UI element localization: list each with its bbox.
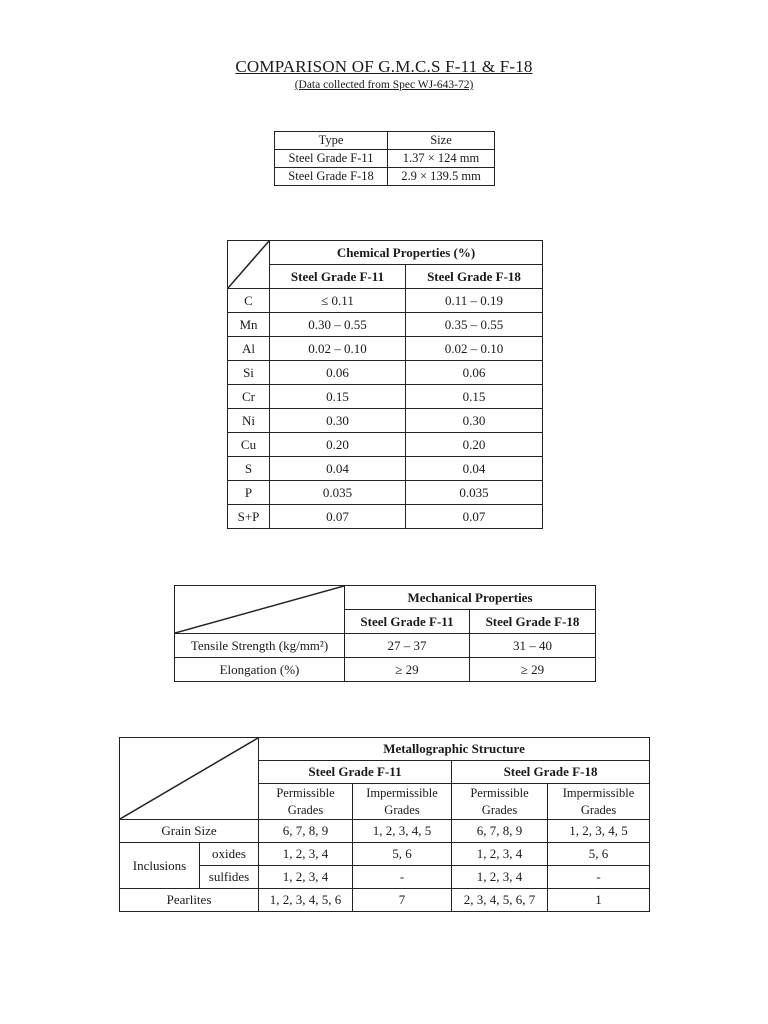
f11-value-cell: ≥ 29 [345, 658, 470, 682]
value-cell: 2, 3, 4, 5, 6, 7 [452, 889, 548, 912]
value-cell: 1, 2, 3, 4, 5 [548, 820, 650, 843]
f11-value-cell: 0.15 [270, 385, 406, 409]
mechanical-col-f11: Steel Grade F-11 [345, 610, 470, 634]
chemical-col-f18: Steel Grade F-18 [406, 265, 543, 289]
element-cell: Cr [228, 385, 270, 409]
f18-value-cell: 0.04 [406, 457, 543, 481]
value-cell: 5, 6 [353, 843, 452, 866]
table-row [228, 313, 543, 337]
table-row [228, 409, 543, 433]
f18-value-cell: 0.15 [406, 385, 543, 409]
element-cell: C [228, 289, 270, 313]
value-cell: 1, 2, 3, 4 [259, 866, 353, 889]
size-value-cell: 2.9 × 139.5 mm [388, 168, 495, 186]
value-cell: 1, 2, 3, 4 [259, 843, 353, 866]
table-row [275, 168, 495, 186]
table-row [228, 337, 543, 361]
f18-value-cell: 0.30 [406, 409, 543, 433]
size-type-cell: Steel Grade F-18 [275, 168, 388, 186]
element-cell: S [228, 457, 270, 481]
f11-value-cell: 0.30 [270, 409, 406, 433]
f11-value-cell: 0.30 – 0.55 [270, 313, 406, 337]
value-cell: 5, 6 [548, 843, 650, 866]
size-table [274, 131, 495, 186]
chemical-properties-table [227, 240, 543, 529]
f11-value-cell: 0.06 [270, 361, 406, 385]
f11-impermissible-header: Impermissible Grades [353, 784, 452, 820]
table-row [120, 820, 650, 843]
diagonal-corner-cell [120, 738, 259, 820]
property-label-cell: Elongation (%) [175, 658, 345, 682]
f11-permissible-header: Permissible Grades [259, 784, 353, 820]
inclusions-label: Inclusions [120, 843, 200, 889]
f11-value-cell: ≤ 0.11 [270, 289, 406, 313]
size-table-header-type: Type [275, 132, 388, 150]
table-row [175, 658, 596, 682]
chemical-rows [228, 289, 543, 529]
table-row [228, 457, 543, 481]
mechanical-group-header: Mechanical Properties [345, 586, 596, 610]
value-cell: 1 [548, 889, 650, 912]
f18-value-cell: 0.20 [406, 433, 543, 457]
page-title: COMPARISON OF G.M.C.S F-11 & F-18 [235, 57, 533, 76]
value-cell: 1, 2, 3, 4, 5, 6 [259, 889, 353, 912]
metallographic-col-f18: Steel Grade F-18 [452, 761, 650, 784]
element-cell: Al [228, 337, 270, 361]
table-row [228, 505, 543, 529]
chemical-col-f11: Steel Grade F-11 [270, 265, 406, 289]
f18-value-cell: 0.02 – 0.10 [406, 337, 543, 361]
f11-value-cell: 27 – 37 [345, 634, 470, 658]
f18-value-cell: ≥ 29 [470, 658, 596, 682]
sulfides-label: sulfides [200, 866, 259, 889]
mechanical-col-f18: Steel Grade F-18 [470, 610, 596, 634]
diagonal-line [228, 241, 269, 288]
f18-value-cell: 0.11 – 0.19 [406, 289, 543, 313]
f18-value-cell: 0.06 [406, 361, 543, 385]
value-cell: 1, 2, 3, 4 [452, 866, 548, 889]
f18-impermissible-header: Impermissible Grades [548, 784, 650, 820]
table-row [228, 385, 543, 409]
f11-value-cell: 0.07 [270, 505, 406, 529]
element-cell: P [228, 481, 270, 505]
size-type-cell: Steel Grade F-11 [275, 150, 388, 168]
diagonal-corner-cell [228, 241, 270, 289]
size-table-header-size: Size [388, 132, 495, 150]
element-cell: Cu [228, 433, 270, 457]
grain-size-label: Grain Size [120, 820, 259, 843]
value-cell: 1, 2, 3, 4, 5 [353, 820, 452, 843]
table-row [228, 289, 543, 313]
metallographic-structure-table [119, 737, 650, 912]
diagonal-line [120, 738, 258, 819]
value-cell: - [548, 866, 650, 889]
f11-value-cell: 0.20 [270, 433, 406, 457]
table-row [228, 433, 543, 457]
value-cell: 1, 2, 3, 4 [452, 843, 548, 866]
diagonal-corner-cell [175, 586, 345, 634]
element-cell: Mn [228, 313, 270, 337]
f18-value-cell: 0.35 – 0.55 [406, 313, 543, 337]
table-row [120, 843, 650, 866]
value-cell: 6, 7, 8, 9 [452, 820, 548, 843]
f18-value-cell: 31 – 40 [470, 634, 596, 658]
table-row [175, 634, 596, 658]
metallographic-col-f11: Steel Grade F-11 [259, 761, 452, 784]
property-label-cell: Tensile Strength (kg/mm²) [175, 634, 345, 658]
f18-permissible-header: Permissible Grades [452, 784, 548, 820]
table-row [275, 150, 495, 168]
value-cell: - [353, 866, 452, 889]
oxides-label: oxides [200, 843, 259, 866]
element-cell: Si [228, 361, 270, 385]
table-row [120, 889, 650, 912]
metallographic-group-header: Metallographic Structure [259, 738, 650, 761]
value-cell: 6, 7, 8, 9 [259, 820, 353, 843]
f18-value-cell: 0.035 [406, 481, 543, 505]
f11-value-cell: 0.02 – 0.10 [270, 337, 406, 361]
value-cell: 7 [353, 889, 452, 912]
f11-value-cell: 0.04 [270, 457, 406, 481]
table-row [120, 866, 650, 889]
table-row [228, 361, 543, 385]
f11-value-cell: 0.035 [270, 481, 406, 505]
element-cell: Ni [228, 409, 270, 433]
pearlites-label: Pearlites [120, 889, 259, 912]
chemical-group-header: Chemical Properties (%) [270, 241, 543, 265]
page-subtitle: (Data collected from Spec WJ-643-72) [294, 79, 474, 91]
f18-value-cell: 0.07 [406, 505, 543, 529]
mechanical-properties-table [174, 585, 596, 682]
diagonal-line [175, 586, 344, 633]
size-value-cell: 1.37 × 124 mm [388, 150, 495, 168]
element-cell: S+P [228, 505, 270, 529]
table-row [228, 481, 543, 505]
